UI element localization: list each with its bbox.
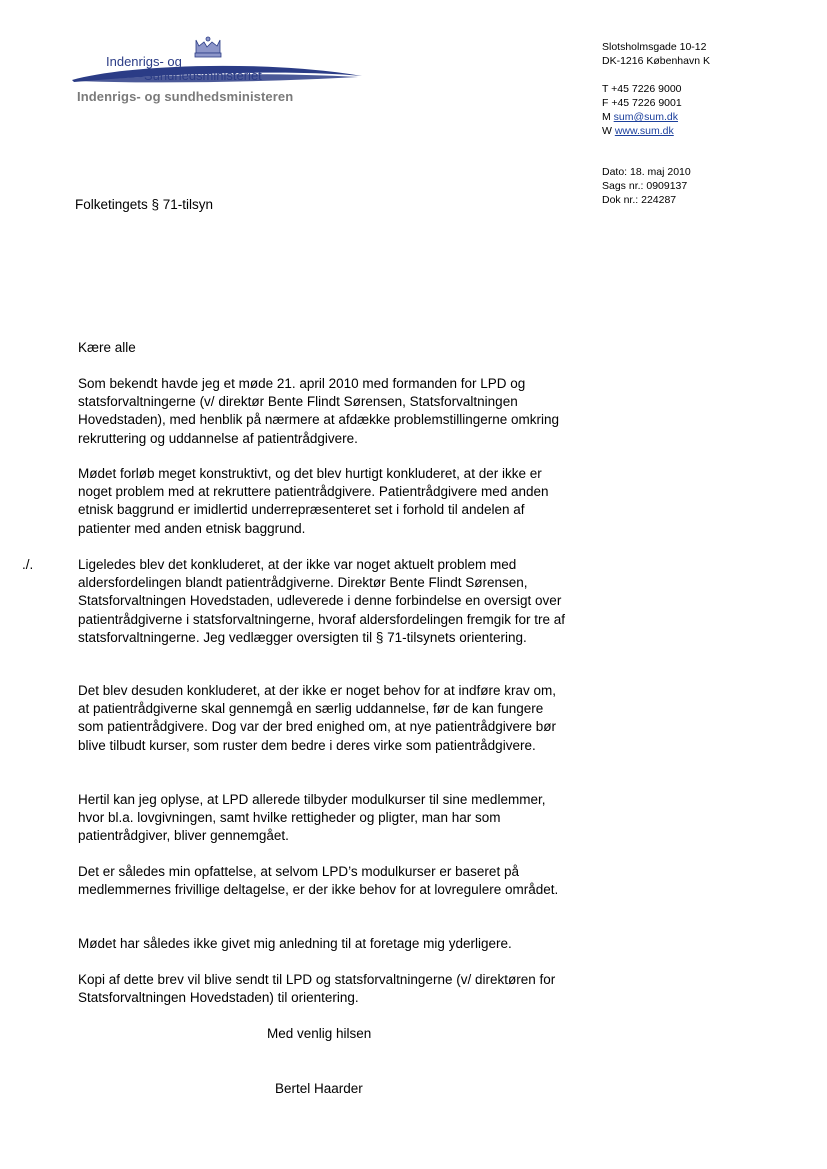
email-link[interactable]: sum@sum.dk — [613, 111, 679, 123]
web-prefix: W — [602, 125, 615, 137]
address-line2: DK-1216 København K — [602, 55, 710, 67]
paragraph: Det blev desuden konkluderet, at der ikke er noget behov for at indføre krav om, at patientrådgiverne skal gennemgå en særlig uddannelse, før de kan fungere som patientrådgivere. Dog var der bred enighed om, at nye patientrådgivere bør blive tilbudt kurser, som ruster dem bedre i deres virke som patientrådgivere. — [78, 683, 557, 753]
closing: Med venlig hilsen — [267, 1026, 372, 1041]
address-line1: Slotsholmsgade 10-12 — [602, 41, 707, 53]
paragraph: Som bekendt havde jeg et møde 21. april 2010 med formanden for LPD og statsforvaltningerne (v/ direktør Bente Flindt Sørensen, Statsforvaltningen Hovedstaden), med henblik på nærmere at afdække problemstillingerne omkring rekruttering og uddannelse af patientrådgivere. — [78, 376, 559, 446]
web-line — [602, 124, 674, 138]
paragraph: Kopi af dette brev vil blive sendt til LPD og statsforvaltningerne (v/ direktøren for Statsforvaltningen Hovedstaden) til orientering. — [78, 972, 556, 1006]
paragraph: Mødet har således ikke givet mig anledning til at foretage mig yderligere. — [78, 936, 512, 951]
phone-number: T +45 7226 9000 — [602, 83, 682, 95]
web-link[interactable]: www.sum.dk — [614, 125, 674, 137]
document-number: Dok nr.: 224287 — [602, 194, 677, 206]
logo-text-line2: Sundhedsministeriet — [144, 68, 262, 83]
fax-number: F +45 7226 9001 — [602, 97, 682, 109]
letter-date: Dato: 18. maj 2010 — [602, 166, 691, 178]
signature-name: Bertel Haarder — [275, 1081, 363, 1096]
case-number: Sags nr.: 0909137 — [602, 180, 688, 192]
paragraph: Hertil kan jeg oplyse, at LPD allerede tilbyder modulkurser til sine medlemmer, hvor bl.a. lovgivningen, samt hvilke rettigheder og pligter, man har som patientrådgiver, bliver gennemgået. — [78, 792, 546, 844]
logo-text-line1: Indenrigs- og — [106, 54, 182, 69]
recipient: Folketingets § 71-tilsyn — [75, 197, 214, 212]
email-prefix: M — [602, 111, 614, 123]
enclosure-marker: ./. — [22, 557, 34, 572]
email-line — [602, 110, 678, 124]
ministry-name: Indenrigs- og sundhedsministeren — [77, 89, 294, 104]
paragraph: Mødet forløb meget konstruktivt, og det blev hurtigt konkluderet, at der ikke er noget problem med at rekruttere patientrådgivere. Patientrådgivere med anden etnisk baggrund er imidlertid underrepræsenteret set i forhold til andelen af patienter med anden etnisk baggrund. — [78, 466, 549, 536]
crown-icon — [195, 37, 221, 57]
paragraph: Det er således min opfattelse, at selvom LPD’s modulkurser er baseret på medlemmernes frivillige deltagelse, er der ikke behov for at lovregulere området. — [78, 864, 559, 898]
paragraph: Ligeledes blev det konkluderet, at der ikke var noget aktuelt problem med aldersfordelingen blandt patientrådgiverne. Direktør Bente Flindt Sørensen, Statsforvaltningen Hovedstaden, udleverede i denne forbindelse en oversigt over patientrådgiverne i statsforvaltningerne, hvoraf aldersfordelingen fremgik for tre af statsforvaltningerne. Jeg vedlægger oversigten til § 71-tilsynets orientering. — [78, 557, 566, 645]
salutation: Kære alle — [78, 340, 136, 355]
